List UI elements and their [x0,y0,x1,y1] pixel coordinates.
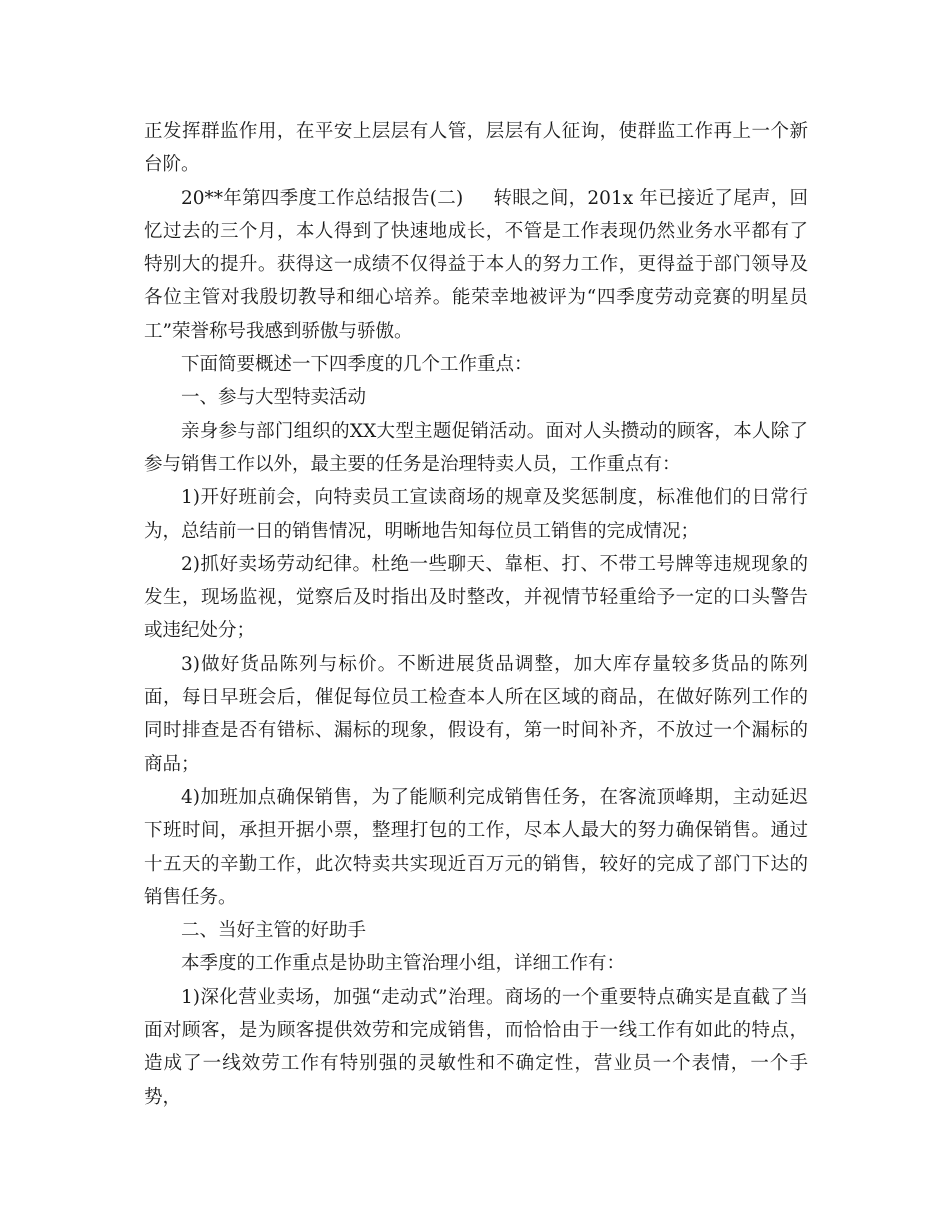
list-item-1: 1)开好班前会，向特卖员工宣读商场的规章及奖惩制度，标准他们的日常行为，总结前一日的销售情况，明晰地告知每位员工销售的完成情况； [144,487,808,542]
paragraph-report-intro [144,182,808,348]
list-item-3: 3)做好货品陈列与标价。不断进展货品调整，加大库存量较多货品的陈列面，每日早班会后，催促每位员工检查本人所在区域的商品，在做好陈列工作的同时排查是否有错标、漏标的现象，假设有，第一时间补齐，不放过一个漏标的商品； [144,653,808,775]
paragraph-supervisor-work: 本季度的工作重点是协助主管治理小组，详细工作有： [181,953,626,975]
list-item-2: 2)抓好卖场劳动纪律。杜绝一些聊天、靠柜、打、不带工号牌等违规现象的发生，现场监视，觉察后及时指出及时整改，并视情节轻重给予一定的口头警告或违纪处分； [144,553,808,642]
paragraph-continuation: 正发挥群监作用，在平安上层层有人管，层层有人征询，使群监工作再上一个新台阶。 [144,121,808,176]
paragraph-sale-event: 亲身参与部门组织的XX大型主题促销活动。面对人头攒动的顾客，本人除了参与销售工作以外，最主要的任务是治理特卖人员，工作重点有： [144,420,808,475]
section-heading-2: 二、当好主管的好助手 [181,920,367,942]
document-body [144,115,808,1114]
report-title: 20**年第四季度工作总结报告(二) [181,187,464,209]
list-item-4: 4)加班加点确保销售，为了能顺利完成销售任务，在客流顶峰期，主动延迟下班时间，承担开据小票，整理打包的工作，尽本人最大的努力确保销售。通过十五天的辛勤工作，此次特卖共实现近百万元的销售，较好的完成了部门下达的销售任务。 [144,786,808,908]
section-heading-1: 一、参与大型特卖活动 [181,387,367,409]
report-intro-text: 转眼之间，201x 年已接近了尾声，回忆过去的三个月，本人得到了快速地成长，不管是工作表现仍然业务水平都有了特别大的提升。获得这一成绩不仅得益于本人的努力工作，更得益于部门领导及各位主管对我殷切教导和细心培养。能荣幸地被评为“四季度劳动竞赛的明星员工”荣誉称号我感到骄傲与骄傲。 [144,187,808,342]
list-item-walking-management: 1)深化营业卖场，加强“走动式”治理。商场的一个重要特点确实是直截了当面对顾客，是为顾客提供效劳和完成销售，而恰恰由于一线工作有如此的特点，造成了一线效劳工作有特别强的灵敏性和不确定性，营业员一个表情，一个手势， [144,986,808,1108]
paragraph-overview: 下面简要概述一下四季度的几个工作重点： [181,354,533,376]
